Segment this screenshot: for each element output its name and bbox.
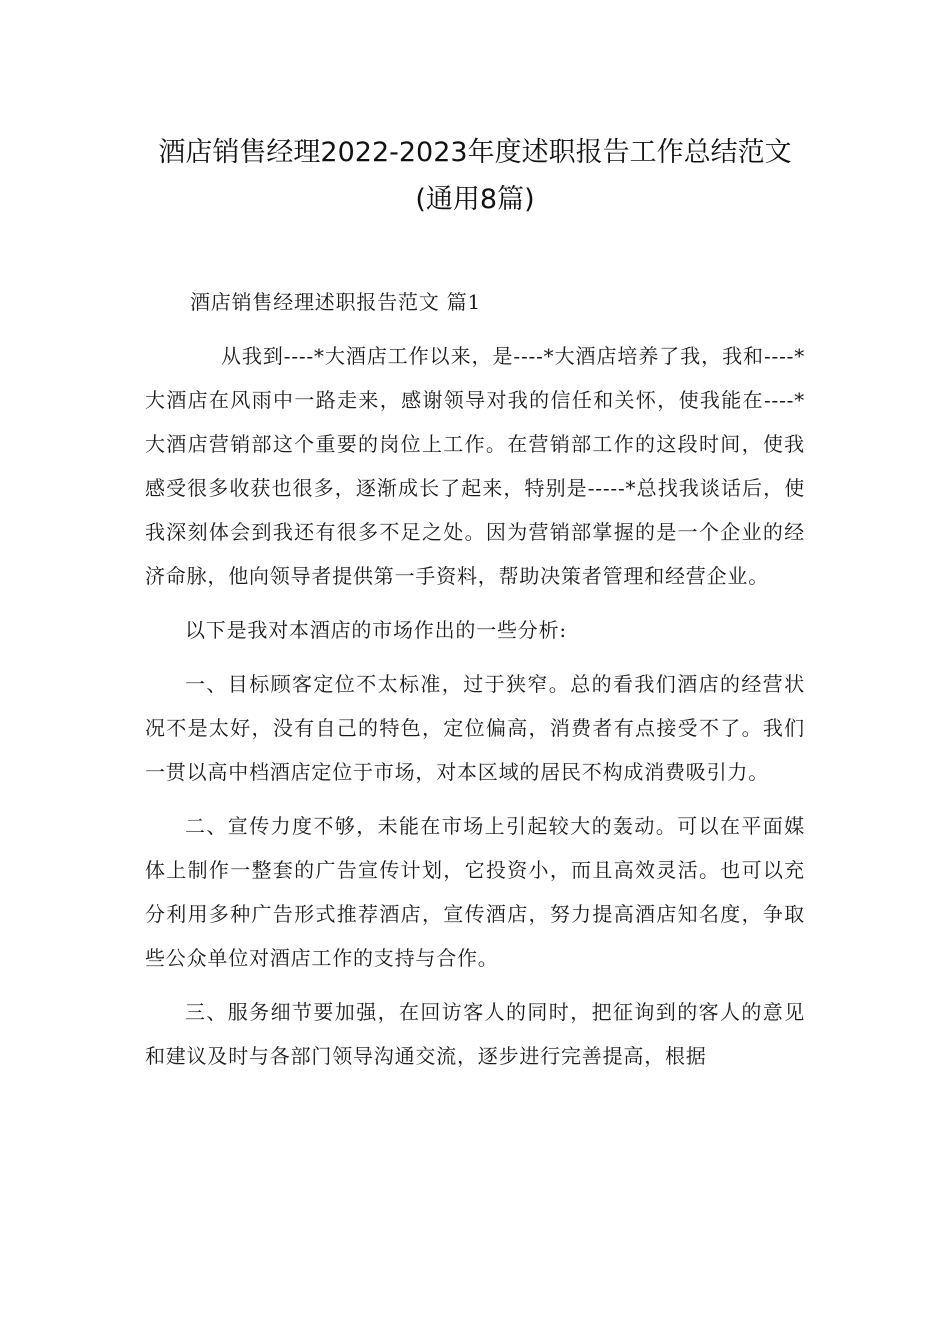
document-subtitle: (通用8篇) bbox=[415, 184, 535, 215]
paragraph-intro: 从我到----*大酒店工作以来，是----*大酒店培养了我，我和----*大酒店在风雨中一路走来，感谢领导对我的信任和关怀，使我能在----*大酒店营销部这个重要的岗位上工作。在营销部工作的这段时间，使我感受很多收获也很多，逐渐成长了起来，特别是-----*总找我谈话后，使我深刻体会到我还有很多不足之处。因为营销部掌握的是一个企业的经济命脉，他向领导者提供第一手资料，帮助决策者管理和经营企业。 bbox=[145, 344, 805, 588]
paragraph-point-1: 一、目标顾客定位不太标准，过于狭窄。总的看我们酒店的经营状况不是太好，没有自己的特色，定位偏高，消费者有点接受不了。我们一贯以高中档酒店定位于市场，对本区域的居民不构成消费吸引力。 bbox=[145, 672, 805, 784]
section-heading: 酒店销售经理述职报告范文 篇1 bbox=[190, 290, 482, 314]
paragraph-point-3: 三、服务细节要加强，在回访客人的同时，把征询到的客人的意见和建议及时与各部门领导沟通交流，逐步进行完善提高，根据 bbox=[145, 1000, 805, 1068]
paragraph-analysis-lead: 以下是我对本酒店的市场作出的一些分析: bbox=[185, 618, 567, 642]
document-title: 酒店销售经理2022-2023年度述职报告工作总结范文 bbox=[158, 137, 792, 168]
document-body bbox=[145, 280, 805, 1078]
paragraph-point-2: 二、宣传力度不够，未能在市场上引起较大的轰动。可以在平面媒体上制作一整套的广告宣传计划，它投资小，而且高效灵活。也可以充分利用多种广告形式推荐酒店，宣传酒店，努力提高酒店知名度，争取些公众单位对酒店工作的支持与合作。 bbox=[145, 814, 805, 970]
